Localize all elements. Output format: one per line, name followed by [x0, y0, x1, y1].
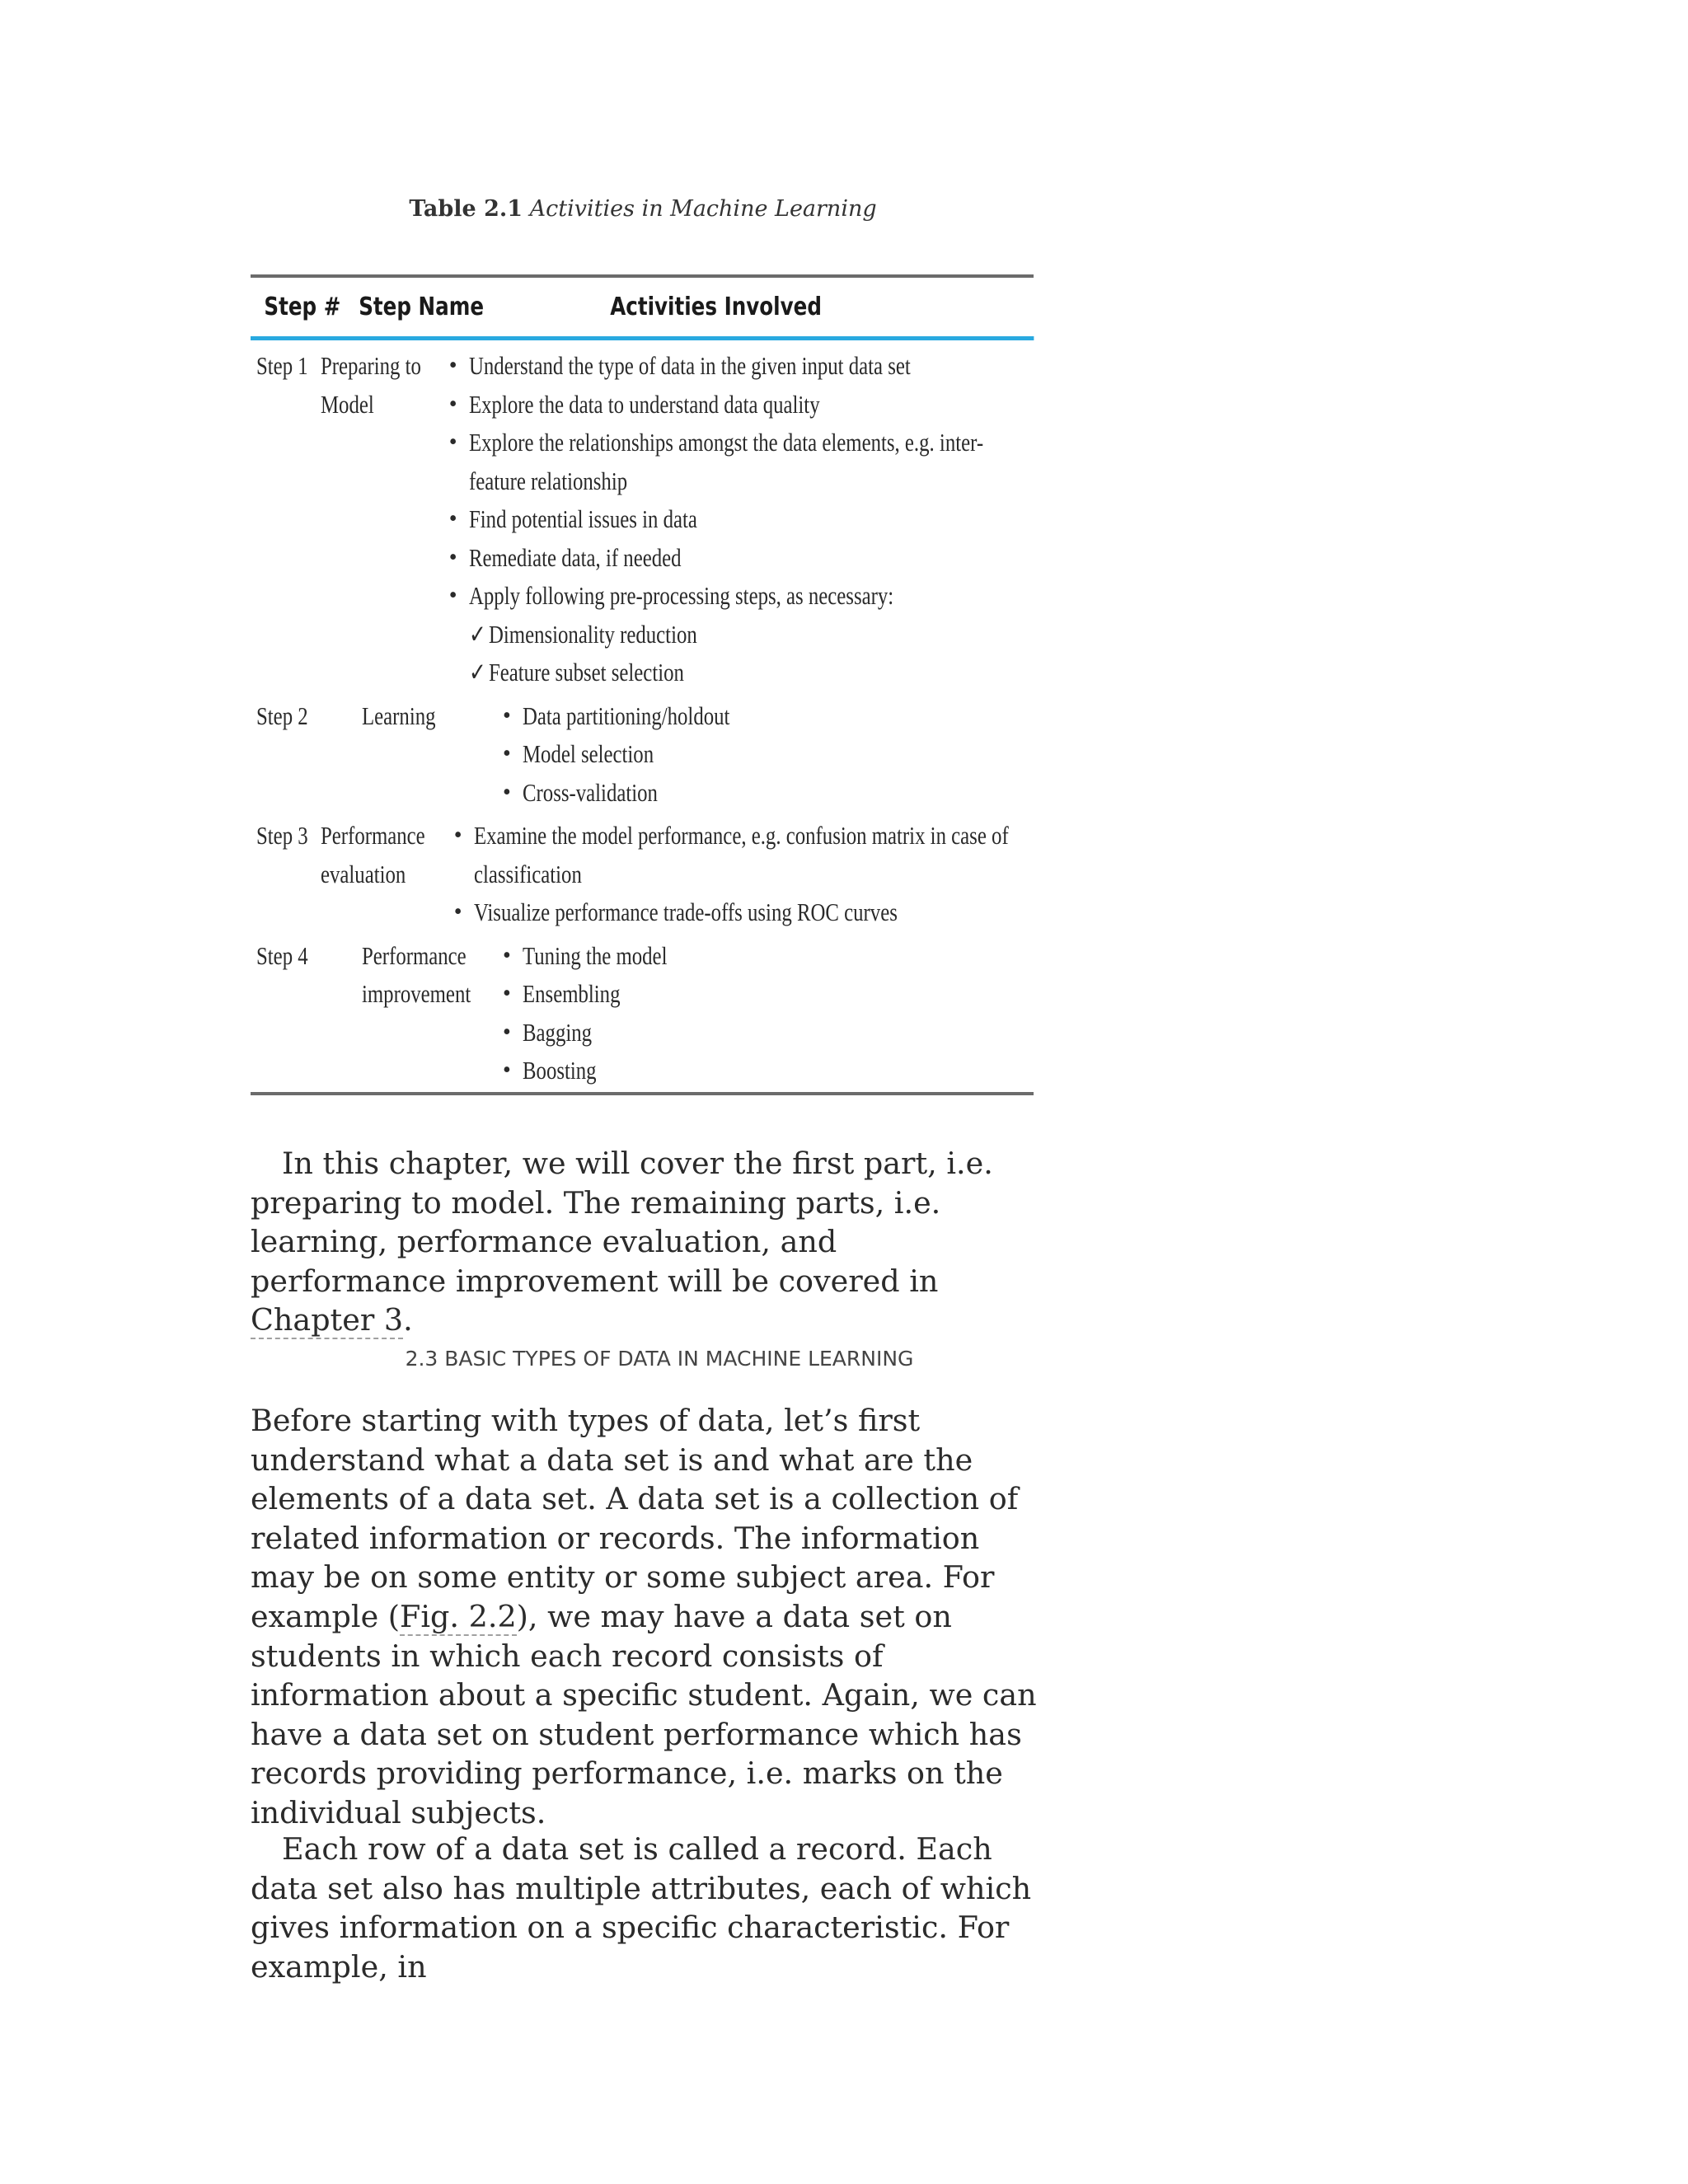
activity-text: feature relationship: [468, 466, 627, 495]
step-number-cell: [251, 347, 321, 692]
step-name-cell: [321, 817, 451, 932]
activity-item: [447, 347, 1112, 386]
table-caption-label: Table 2.1: [409, 196, 523, 222]
bullet-icon: •: [448, 391, 457, 417]
activity-text: Explore the relationships amongst the data elements, e.g. inter-: [468, 428, 983, 457]
activity-text: Cross-validation: [523, 777, 658, 807]
paragraph-text: Each row of a data set is called a record. Each data set also has multiple attributes, each of which gives information on a specific characteristic. For example, in: [251, 1831, 1032, 1985]
header-step-number: Step #: [264, 293, 341, 321]
activities-list: [500, 697, 1034, 813]
activity-text: Visualize performance trade-offs using ROC curves: [473, 898, 898, 926]
activity-item: [447, 577, 1112, 616]
bullet-icon: •: [503, 1019, 511, 1045]
bullet-icon: •: [453, 899, 462, 925]
activity-text: Ensembling: [523, 979, 621, 1008]
activity-text: Apply following pre-processing steps, as necessary:: [468, 581, 893, 610]
step-number: Step 1: [256, 351, 308, 380]
checkmark-icon: ✓: [468, 619, 486, 649]
step-name-line: evaluation: [321, 859, 406, 888]
activities-list: [500, 937, 1034, 1090]
step-number: Step 2: [256, 701, 308, 730]
activity-text: Boosting: [523, 1056, 597, 1085]
step-name-line: Performance: [321, 821, 426, 850]
activity-item: [500, 735, 1034, 774]
table-row: [251, 347, 1034, 692]
step-number: Step 3: [256, 821, 308, 850]
activity-item: [500, 1014, 1034, 1052]
activity-text: Tuning the model: [523, 940, 668, 970]
table-caption: [0, 196, 1286, 222]
paragraph-text: Before starting with types of data, let’s first understand what a data set is and what are the elements of a data set. A data set is a collection of related information or records. The information may be on some entity or some subject area. For example (: [251, 1403, 1019, 1634]
activity-text: classification: [473, 859, 582, 888]
activities-list: [452, 817, 1142, 932]
step-name-line: improvement: [362, 979, 471, 1008]
step-name-cell: [321, 347, 446, 692]
table-row: [251, 937, 1034, 1090]
table-caption-title: Activities in Machine Learning: [529, 196, 877, 222]
activity-item: [447, 386, 1112, 424]
activity-text: Data partitioning/holdout: [523, 701, 730, 730]
section-heading: 2.3 BASIC TYPES OF DATA IN MACHINE LEARNING: [405, 1347, 914, 1371]
step-number-cell: [251, 937, 362, 1090]
sub-activity-item: [447, 654, 1112, 692]
bullet-icon: •: [503, 942, 511, 968]
bullet-icon: •: [448, 353, 457, 378]
bullet-icon: •: [448, 506, 457, 532]
activities-cell: [447, 347, 1112, 692]
activity-item: [500, 697, 1034, 736]
header-step-name: Step Name: [359, 293, 485, 321]
activity-item: [447, 500, 1112, 539]
activity-text: Understand the type of data in the given input data set: [468, 351, 911, 380]
step-number: Step 4: [256, 940, 308, 970]
activity-item: [452, 893, 1142, 932]
figure-2-2-link[interactable]: Fig. 2.2: [400, 1598, 517, 1634]
activity-item: [500, 1052, 1034, 1090]
step-name-cell: [362, 697, 500, 813]
activity-item: [447, 424, 1112, 500]
bullet-icon: •: [503, 779, 511, 805]
table-body: [251, 340, 1034, 1092]
table-header-row: [251, 278, 1034, 340]
activity-text: Dimensionality reduction: [488, 619, 697, 649]
activity-item: [452, 817, 1142, 893]
bullet-icon: •: [453, 823, 462, 848]
activity-item: [500, 975, 1034, 1014]
activities-table: [251, 274, 1034, 1095]
activity-text: Bagging: [523, 1017, 593, 1047]
bullet-icon: •: [448, 429, 457, 455]
bullet-icon: •: [503, 741, 511, 766]
bullet-icon: •: [448, 583, 457, 608]
activity-text: Examine the model performance, e.g. confusion matrix in case of: [473, 821, 1009, 850]
bullet-icon: •: [448, 544, 457, 570]
table-row: [251, 697, 1034, 813]
activity-item: [500, 774, 1034, 813]
step-name-line: Performance: [362, 940, 467, 970]
step-name-line: Model: [321, 389, 375, 419]
bullet-icon: •: [503, 1057, 511, 1083]
header-activities: Activities Involved: [610, 293, 822, 321]
activity-text: Find potential issues in data: [468, 504, 697, 533]
paragraph-text-end: .: [403, 1302, 413, 1338]
step-name-line: Learning: [362, 701, 436, 730]
paragraph-text: In this chapter, we will cover the first part, i.e. preparing to model. The remaining parts, i.e. learning, performance evaluation, and performance improvement will be covered in: [251, 1146, 993, 1299]
step-number-cell: [251, 697, 362, 813]
sub-activity-item: [447, 616, 1112, 654]
activities-cell: [500, 937, 1034, 1090]
paragraph-chapter-overview: [251, 1144, 1042, 1340]
checkmark-icon: ✓: [468, 658, 486, 687]
activity-text: Model selection: [523, 739, 654, 768]
bullet-icon: •: [503, 702, 511, 729]
chapter-3-link[interactable]: Chapter 3: [251, 1302, 404, 1338]
activity-text: Explore the data to understand data quality: [468, 389, 820, 419]
table-row: [251, 817, 1034, 932]
paragraph-data-set-intro: [251, 1401, 1042, 1833]
step-number-cell: [251, 817, 321, 932]
step-name-line: Preparing to: [321, 351, 422, 380]
step-name-cell: [362, 937, 500, 1090]
activities-cell: [452, 817, 1142, 932]
bullet-icon: •: [503, 981, 511, 1006]
activity-text: Feature subset selection: [488, 658, 684, 687]
paragraph-text-end: ), we may have a data set on students in which each record consists of information about a specific student. Again, we can have a data set on student performance which has records providing performance, i.e. marks on the individual subjects.: [251, 1598, 1037, 1830]
activity-item: [447, 539, 1112, 578]
activities-cell: [500, 697, 1034, 813]
activity-item: [500, 937, 1034, 976]
paragraph-records: [251, 1830, 1042, 1986]
activity-text: Remediate data, if needed: [468, 542, 682, 572]
activities-list: [447, 347, 1112, 692]
